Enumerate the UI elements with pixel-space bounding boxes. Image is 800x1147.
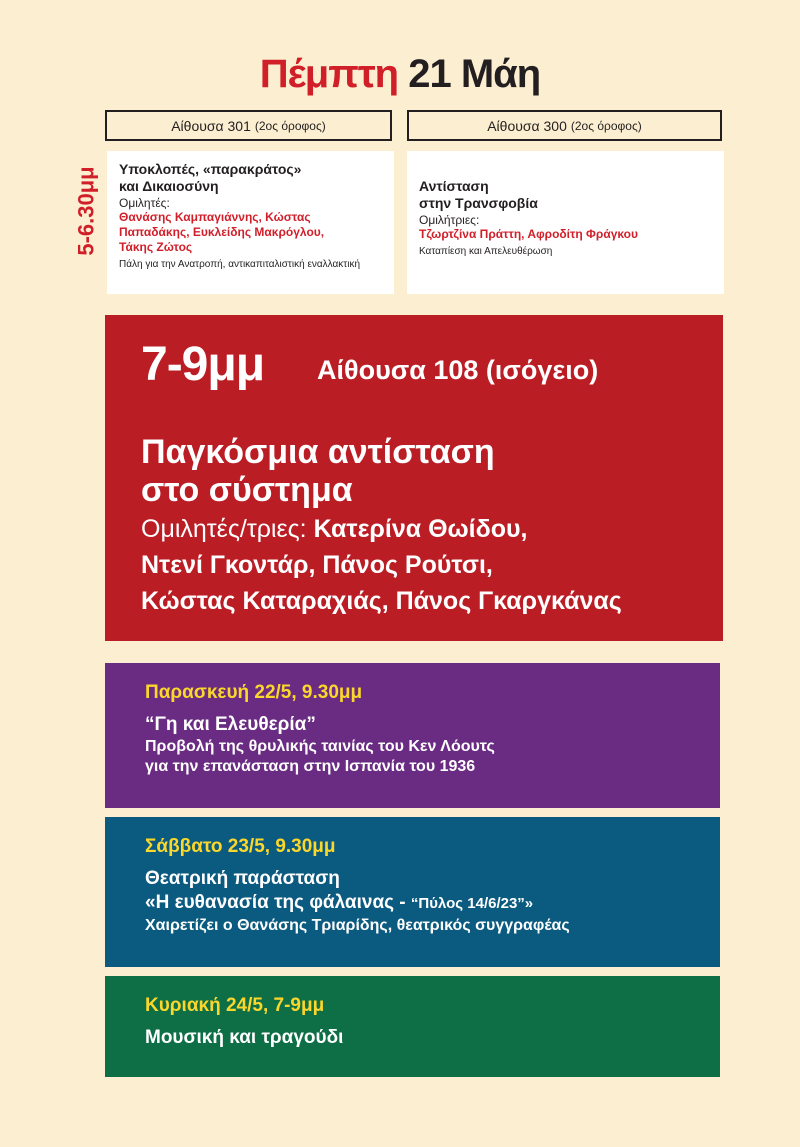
event-desc-1: Προβολή της θρυλικής ταινίας του Κεν Λόουτς <box>145 738 495 755</box>
event-line-3: Χαιρετίζει ο Θανάσης Τριαρίδης, θεατρικός συγγραφέας <box>145 917 570 934</box>
session-title-1: Υποκλοπές, «παρακράτος» <box>119 161 302 177</box>
session-title-2: και Δικαιοσύνη <box>119 178 219 194</box>
page-title <box>0 52 800 97</box>
session-right <box>407 151 724 294</box>
event-line-2 <box>145 891 720 916</box>
title-day: Πέμπτη <box>259 52 399 96</box>
title-date: 21 Μάη <box>408 52 541 96</box>
event-when: Κυριακή 24/5, 7-9μμ <box>145 995 325 1016</box>
main-event-time: 7-9μμ <box>141 338 265 391</box>
event-line-2b: “Πύλος 14/6/23”» <box>410 895 534 912</box>
speakers-line-1: Θανάσης Καμπαγιάννης, Κώστας <box>119 210 311 224</box>
event-when: Σάββατο 23/5, 9.30μμ <box>145 836 336 857</box>
speakers-line-1: Κατερίνα Θωίδου, <box>313 515 528 543</box>
speakers-line: Τζωρτζίνα Πράττη, Αφροδίτη Φράγκου <box>419 227 638 241</box>
organizer: Καταπίεση και Απελευθέρωση <box>419 246 553 257</box>
event-line-1: Θεατρική παράσταση <box>145 868 340 889</box>
room-name: Αίθουσα 300 <box>487 117 567 134</box>
early-time-label: 5-6.30μμ <box>74 166 99 256</box>
event-when: Παρασκευή 22/5, 9.30μμ <box>145 682 363 703</box>
speakers-label: Ομιλητές: <box>119 196 170 210</box>
speakers-label: Ομιλητές/τριες: <box>141 515 314 543</box>
event-title: “Γη και Ελευθερία” <box>145 714 316 735</box>
session-title-2: στην Τρανσφοβία <box>419 195 538 211</box>
organizer: Πάλη για την Ανατροπή, αντικαπιταλιστική εναλλακτική <box>119 259 361 270</box>
session-title-1: Αντίσταση <box>419 178 489 194</box>
speakers-line-3: Κώστας Καταραχιάς, Πάνος Γκαργκάνας <box>141 587 622 615</box>
sunday-event <box>105 976 720 1077</box>
main-event-title <box>141 433 701 509</box>
room-floor: (2ος όροφος) <box>254 118 326 133</box>
speakers-line-3: Τάκης Ζώτος <box>119 240 193 254</box>
room-header-right <box>407 110 722 141</box>
speakers-line-2: Ντενί Γκοντάρ, Πάνος Ρούτσι, <box>141 551 493 579</box>
session-left <box>107 151 394 294</box>
main-title-line-2: στο σύστημα <box>141 471 353 509</box>
main-event-room: Αίθουσα 108 (ισόγειο) <box>317 355 599 385</box>
main-event-speakers <box>141 511 701 619</box>
room-header-left <box>105 110 392 141</box>
event-line-2a: «Η ευθανασία της φάλαινας - <box>145 892 411 913</box>
saturday-event <box>105 817 720 967</box>
event-desc-2: για την επανάσταση στην Ισπανία του 1936 <box>145 758 476 775</box>
speakers-line-2: Παπαδάκης, Ευκλείδης Μακρόγλου, <box>119 225 325 239</box>
room-name: Αίθουσα 301 <box>171 117 251 134</box>
speakers-label: Ομιλήτριες: <box>419 213 480 227</box>
event-title: Μουσική και τραγούδι <box>145 1027 344 1048</box>
main-event-block <box>105 315 723 641</box>
room-floor: (2ος όροφος) <box>570 118 642 133</box>
friday-event <box>105 663 720 808</box>
main-title-line-1: Παγκόσμια αντίσταση <box>141 433 495 471</box>
